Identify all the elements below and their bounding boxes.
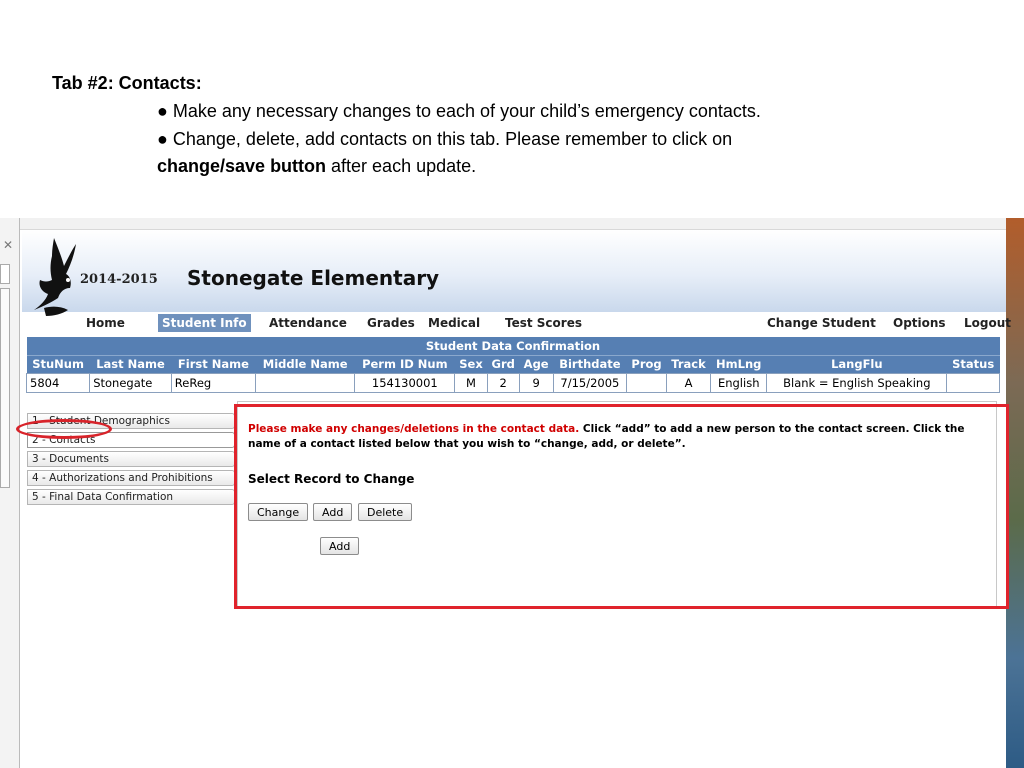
column-header: Status <box>947 355 1000 373</box>
instruction-bullet-3 <box>157 156 476 177</box>
tab-contacts[interactable]: 2 - Contacts <box>27 432 235 448</box>
student-data-table <box>26 337 1000 393</box>
table-cell: 7/15/2005 <box>553 373 627 392</box>
table-cell: Blank = English Speaking <box>767 373 947 392</box>
panel-scrollbar[interactable] <box>0 288 10 488</box>
column-header: Prog <box>627 355 667 373</box>
change-button[interactable]: Change <box>248 503 308 521</box>
table-header-row <box>27 355 1000 373</box>
slide-instructions <box>0 0 1024 220</box>
nav-home[interactable]: Home <box>86 316 125 330</box>
tab-documents[interactable]: 3 - Documents <box>27 451 235 467</box>
table-cell: 2 <box>487 373 519 392</box>
school-year: 2014-2015 <box>80 272 158 287</box>
table-cell: ReReg <box>171 373 255 392</box>
column-header: LangFlu <box>767 355 947 373</box>
contacts-warning: Please make any changes/deletions in the contact data. <box>248 423 580 435</box>
nav-medical[interactable]: Medical <box>428 316 481 330</box>
nav-attendance[interactable]: Attendance <box>269 316 347 330</box>
slide-title: Tab #2: Contacts: <box>52 73 202 93</box>
table-cell: A <box>666 373 710 392</box>
nav-grades[interactable]: Grades <box>367 316 415 330</box>
table-cell: Stonegate <box>90 373 172 392</box>
column-header: StuNum <box>27 355 90 373</box>
add-button[interactable]: Add <box>313 503 352 521</box>
column-header: Middle Name <box>256 355 355 373</box>
tab-student-demographics[interactable]: 1 - Student Demographics <box>27 413 235 429</box>
table-cell: 9 <box>519 373 553 392</box>
instruction-bullet-3-rest: after each update. <box>326 156 477 176</box>
contacts-tab-highlight-circle <box>16 419 112 439</box>
column-header: Perm ID Num <box>355 355 455 373</box>
select-record-heading: Select Record to Change <box>248 472 415 486</box>
table-cell: English <box>711 373 767 392</box>
nav-logout[interactable]: Logout <box>964 316 1012 330</box>
close-icon[interactable]: ✕ <box>3 238 14 252</box>
table-cell <box>627 373 667 392</box>
instruction-bullet-1: ● Make any necessary changes to each of your child’s emergency contacts. <box>157 101 761 121</box>
delete-button[interactable]: Delete <box>358 503 412 521</box>
portal-header <box>22 230 1006 312</box>
column-header: Last Name <box>90 355 172 373</box>
column-header: Grd <box>487 355 519 373</box>
panel-field <box>0 264 10 284</box>
nav-options[interactable]: Options <box>893 316 946 330</box>
eagle-logo-icon <box>24 236 84 322</box>
add-contact-button[interactable]: Add <box>320 537 359 555</box>
tab-final-data-confirmation[interactable]: 5 - Final Data Confirmation <box>27 489 235 505</box>
table-cell: 5804 <box>27 373 90 392</box>
contacts-instructions <box>248 422 988 452</box>
column-header: Age <box>519 355 553 373</box>
save-button-emphasis: change/save button <box>157 156 327 176</box>
instruction-bullet-2: ● Change, delete, add contacts on this tab. Please remember to click on <box>157 129 733 149</box>
tab-authorizations[interactable]: 4 - Authorizations and Prohibitions <box>27 470 235 486</box>
browser-toolbar <box>20 218 1006 230</box>
column-header: HmLng <box>711 355 767 373</box>
school-name: Stonegate Elementary <box>187 266 440 290</box>
left-panel-strip <box>0 218 20 768</box>
nav-student-info[interactable]: Student Info <box>158 314 251 332</box>
contacts-instruction-text: Click “add” to add a new person to the contact screen. Click the name of a contact listed below that you wish to “change, add, or delete”. <box>248 423 965 450</box>
table-cell <box>256 373 355 392</box>
nav-test-scores[interactable]: Test Scores <box>505 316 582 330</box>
column-header: Sex <box>455 355 487 373</box>
table-row <box>27 373 1000 392</box>
column-header: Track <box>666 355 710 373</box>
table-cell: 154130001 <box>355 373 455 392</box>
table-cell <box>947 373 1000 392</box>
table-cell: M <box>455 373 487 392</box>
column-header: Birthdate <box>553 355 627 373</box>
nav-change-student[interactable]: Change Student <box>767 316 876 330</box>
table-caption: Student Data Confirmation <box>27 337 1000 355</box>
main-nav <box>76 314 1012 332</box>
column-header: First Name <box>171 355 255 373</box>
